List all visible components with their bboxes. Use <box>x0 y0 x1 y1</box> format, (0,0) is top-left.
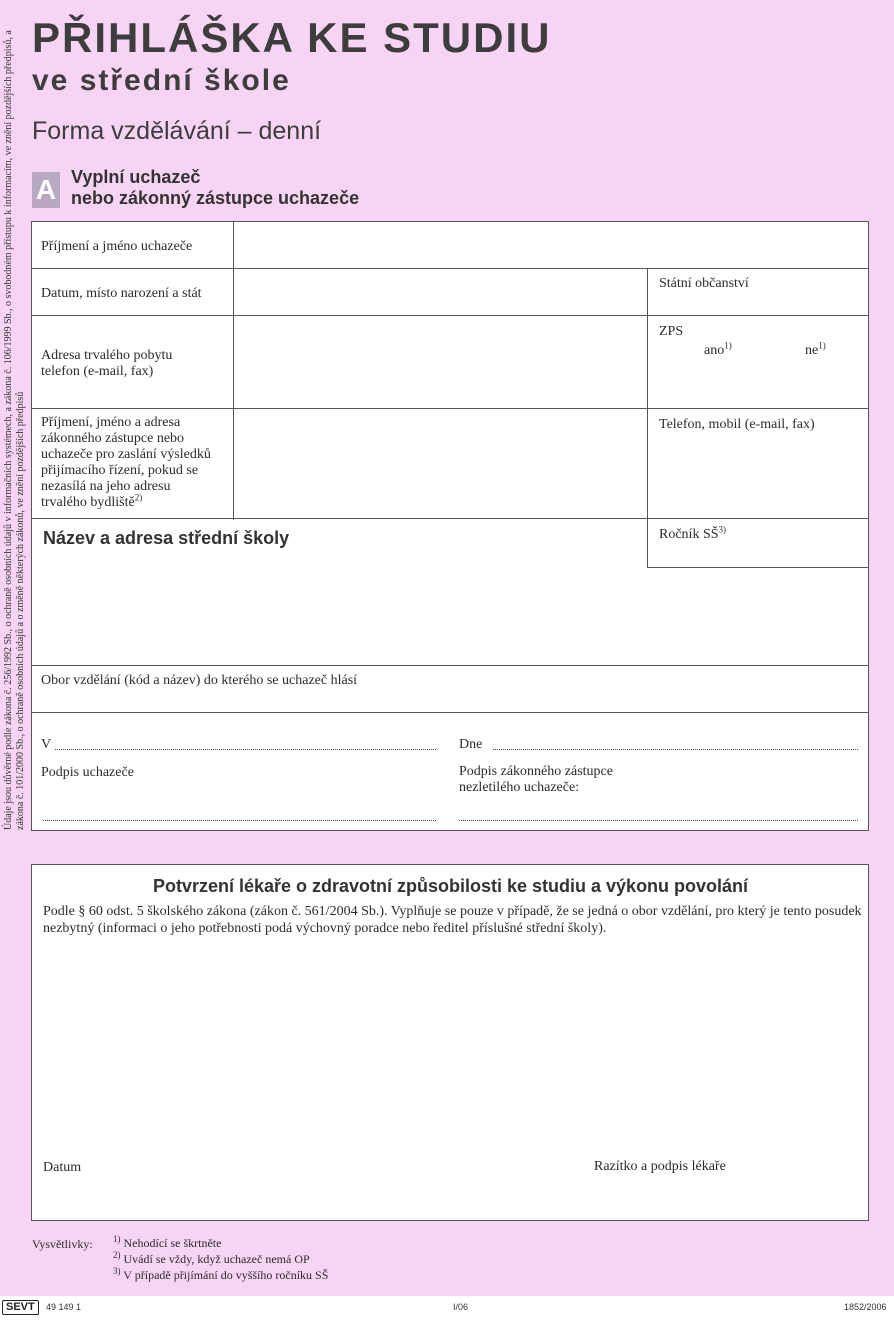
zps-no-option[interactable] <box>805 340 826 359</box>
medical-date-label: Datum <box>43 1160 82 1175</box>
address-label <box>41 348 172 380</box>
date-input[interactable] <box>493 749 858 750</box>
guardian-label <box>41 415 211 511</box>
zps-label: ZPS <box>659 324 684 339</box>
guardian-signature-label <box>459 764 613 796</box>
divider <box>32 315 868 316</box>
guardian-label-line5: nezasílá na jeho adresu <box>41 479 171 494</box>
field-of-study-label: Obor vzdělání (kód a název) do kterého se uchazeč hlásí <box>41 673 358 688</box>
zps-yes-option[interactable] <box>704 340 732 359</box>
divider <box>647 567 868 568</box>
medical-text: Podle § 60 odst. 5 školského zákona (zákon č. 561/2004 Sb.). Vyplňuje se pouze v případě, že se jedná o obor vzdělání, pro který je tento posudek nezbytný (informaci o jeho potřebnosti podá výchovný poradce nebo ředitel příslušné střední školy). <box>43 904 862 936</box>
divider <box>233 222 234 520</box>
address-label-line1: Adresa trvalého pobytu <box>41 348 173 363</box>
place-input[interactable] <box>55 749 436 750</box>
school-year-input[interactable] <box>649 545 867 566</box>
citizenship-label: Státní občanství <box>659 276 749 291</box>
divider <box>32 518 868 519</box>
applicant-signature-label: Podpis uchazeče <box>41 765 134 780</box>
medical-title: Potvrzení lékaře o zdravotní způsobilosti ke studiu a výkonu povolání <box>152 876 749 896</box>
form-type: Forma vzdělávání – denní <box>32 117 322 145</box>
divider <box>32 268 868 269</box>
guardian-label-line6-text: trvalého bydliště <box>41 495 135 510</box>
applicant-signature-input[interactable] <box>43 820 436 821</box>
form-code: 49 149 1 <box>46 1302 82 1312</box>
doctor-stamp-label: Razítko a podpis lékaře <box>594 1159 726 1174</box>
footnote-ref: 1) <box>724 340 732 351</box>
citizenship-input[interactable] <box>649 295 867 314</box>
guardian-label-line6 <box>41 492 211 511</box>
guardian-phone-label: Telefon, mobil (e-mail, fax) <box>659 417 815 432</box>
legal-notice-sidebar <box>3 20 29 830</box>
divider <box>32 665 868 666</box>
section-a-title-line1: Vyplní uchazeč <box>71 167 201 187</box>
section-a-title <box>71 167 359 209</box>
guardian-signature-line2: nezletilého uchazeče: <box>459 780 580 795</box>
divider <box>32 712 868 713</box>
footnote-ref: 2) <box>134 492 143 503</box>
form-title: PŘIHLÁŠKA KE STUDIU <box>32 14 552 61</box>
school-year-label-text: Ročník SŠ <box>659 527 719 542</box>
section-a-title-line2: nebo zákonný zástupce uchazeče <box>71 188 360 208</box>
medical-assessment-input[interactable] <box>33 945 867 1150</box>
section-a-badge: A <box>32 172 60 208</box>
note-text: V případě přijímání do vyššího ročníku SŠ <box>123 1268 329 1282</box>
divider <box>32 408 868 409</box>
notes-label: Vysvětlivky: <box>32 1237 93 1251</box>
footnote-ref: 1) <box>818 340 826 351</box>
guardian-signature-input[interactable] <box>459 820 858 821</box>
address-input[interactable] <box>235 317 646 407</box>
birth-label: Datum, místo narození a stát <box>41 286 202 301</box>
note-item <box>113 1236 221 1250</box>
note-item <box>113 1268 328 1282</box>
guardian-phone-input[interactable] <box>649 440 867 517</box>
zps-no-label: ne <box>805 343 819 358</box>
form-subtitle: ve střední škole <box>32 64 291 97</box>
edition-code: I/06 <box>453 1302 469 1312</box>
date-label: Dne <box>459 737 483 752</box>
note-text: Uvádí se vždy, když uchazeč nemá OP <box>123 1252 310 1266</box>
school-year-label <box>659 524 727 543</box>
zps-yes-label: ano <box>704 343 725 358</box>
applicant-name-input[interactable] <box>235 223 867 267</box>
birth-date-place-input[interactable] <box>235 270 646 314</box>
note-ref: 1) <box>113 1234 121 1244</box>
note-item <box>113 1252 310 1266</box>
place-label: V <box>41 737 52 752</box>
guardian-label-line2: zákonného zástupce nebo <box>41 431 185 446</box>
note-text: Nehodící se škrtněte <box>123 1236 222 1250</box>
divider <box>647 268 648 568</box>
note-ref: 3) <box>113 1266 121 1276</box>
field-of-study-input[interactable] <box>33 692 867 711</box>
school-name-address-input[interactable] <box>33 555 645 664</box>
footnote-ref: 3) <box>718 524 727 535</box>
address-label-line2: telefon (e-mail, fax) <box>41 364 154 379</box>
guardian-label-line3: uchazeče pro zaslání výsledků <box>41 447 211 462</box>
guardian-label-line1: Příjmení, jméno a adresa <box>41 415 181 430</box>
guardian-address-input[interactable] <box>235 410 646 517</box>
guardian-signature-line1: Podpis zákonného zástupce <box>459 764 613 779</box>
legal-notice-text: Údaje jsou důvěrné podle zákona č. 256/1992 Sb., o ochraně osobních údajů v informačních systémech, a zákona č. 106/1999 Sb., o svobodném přístupu k informacím, ve znění pozdějších předpisů, a zákona č. 101/2000 Sb., o ochraně osobních údajů a o změně některých zákonů, ve znění pozdějších předpisů <box>3 30 26 830</box>
publisher-logo: SEVT <box>2 1300 39 1315</box>
guardian-label-line4: přijímacího řízení, pokud se <box>41 463 199 478</box>
school-label: Název a adresa střední školy <box>43 528 290 548</box>
approval-code: 1852/2006 <box>844 1302 887 1312</box>
applicant-name-label: Příjmení a jméno uchazeče <box>41 239 193 254</box>
note-ref: 2) <box>113 1250 121 1260</box>
